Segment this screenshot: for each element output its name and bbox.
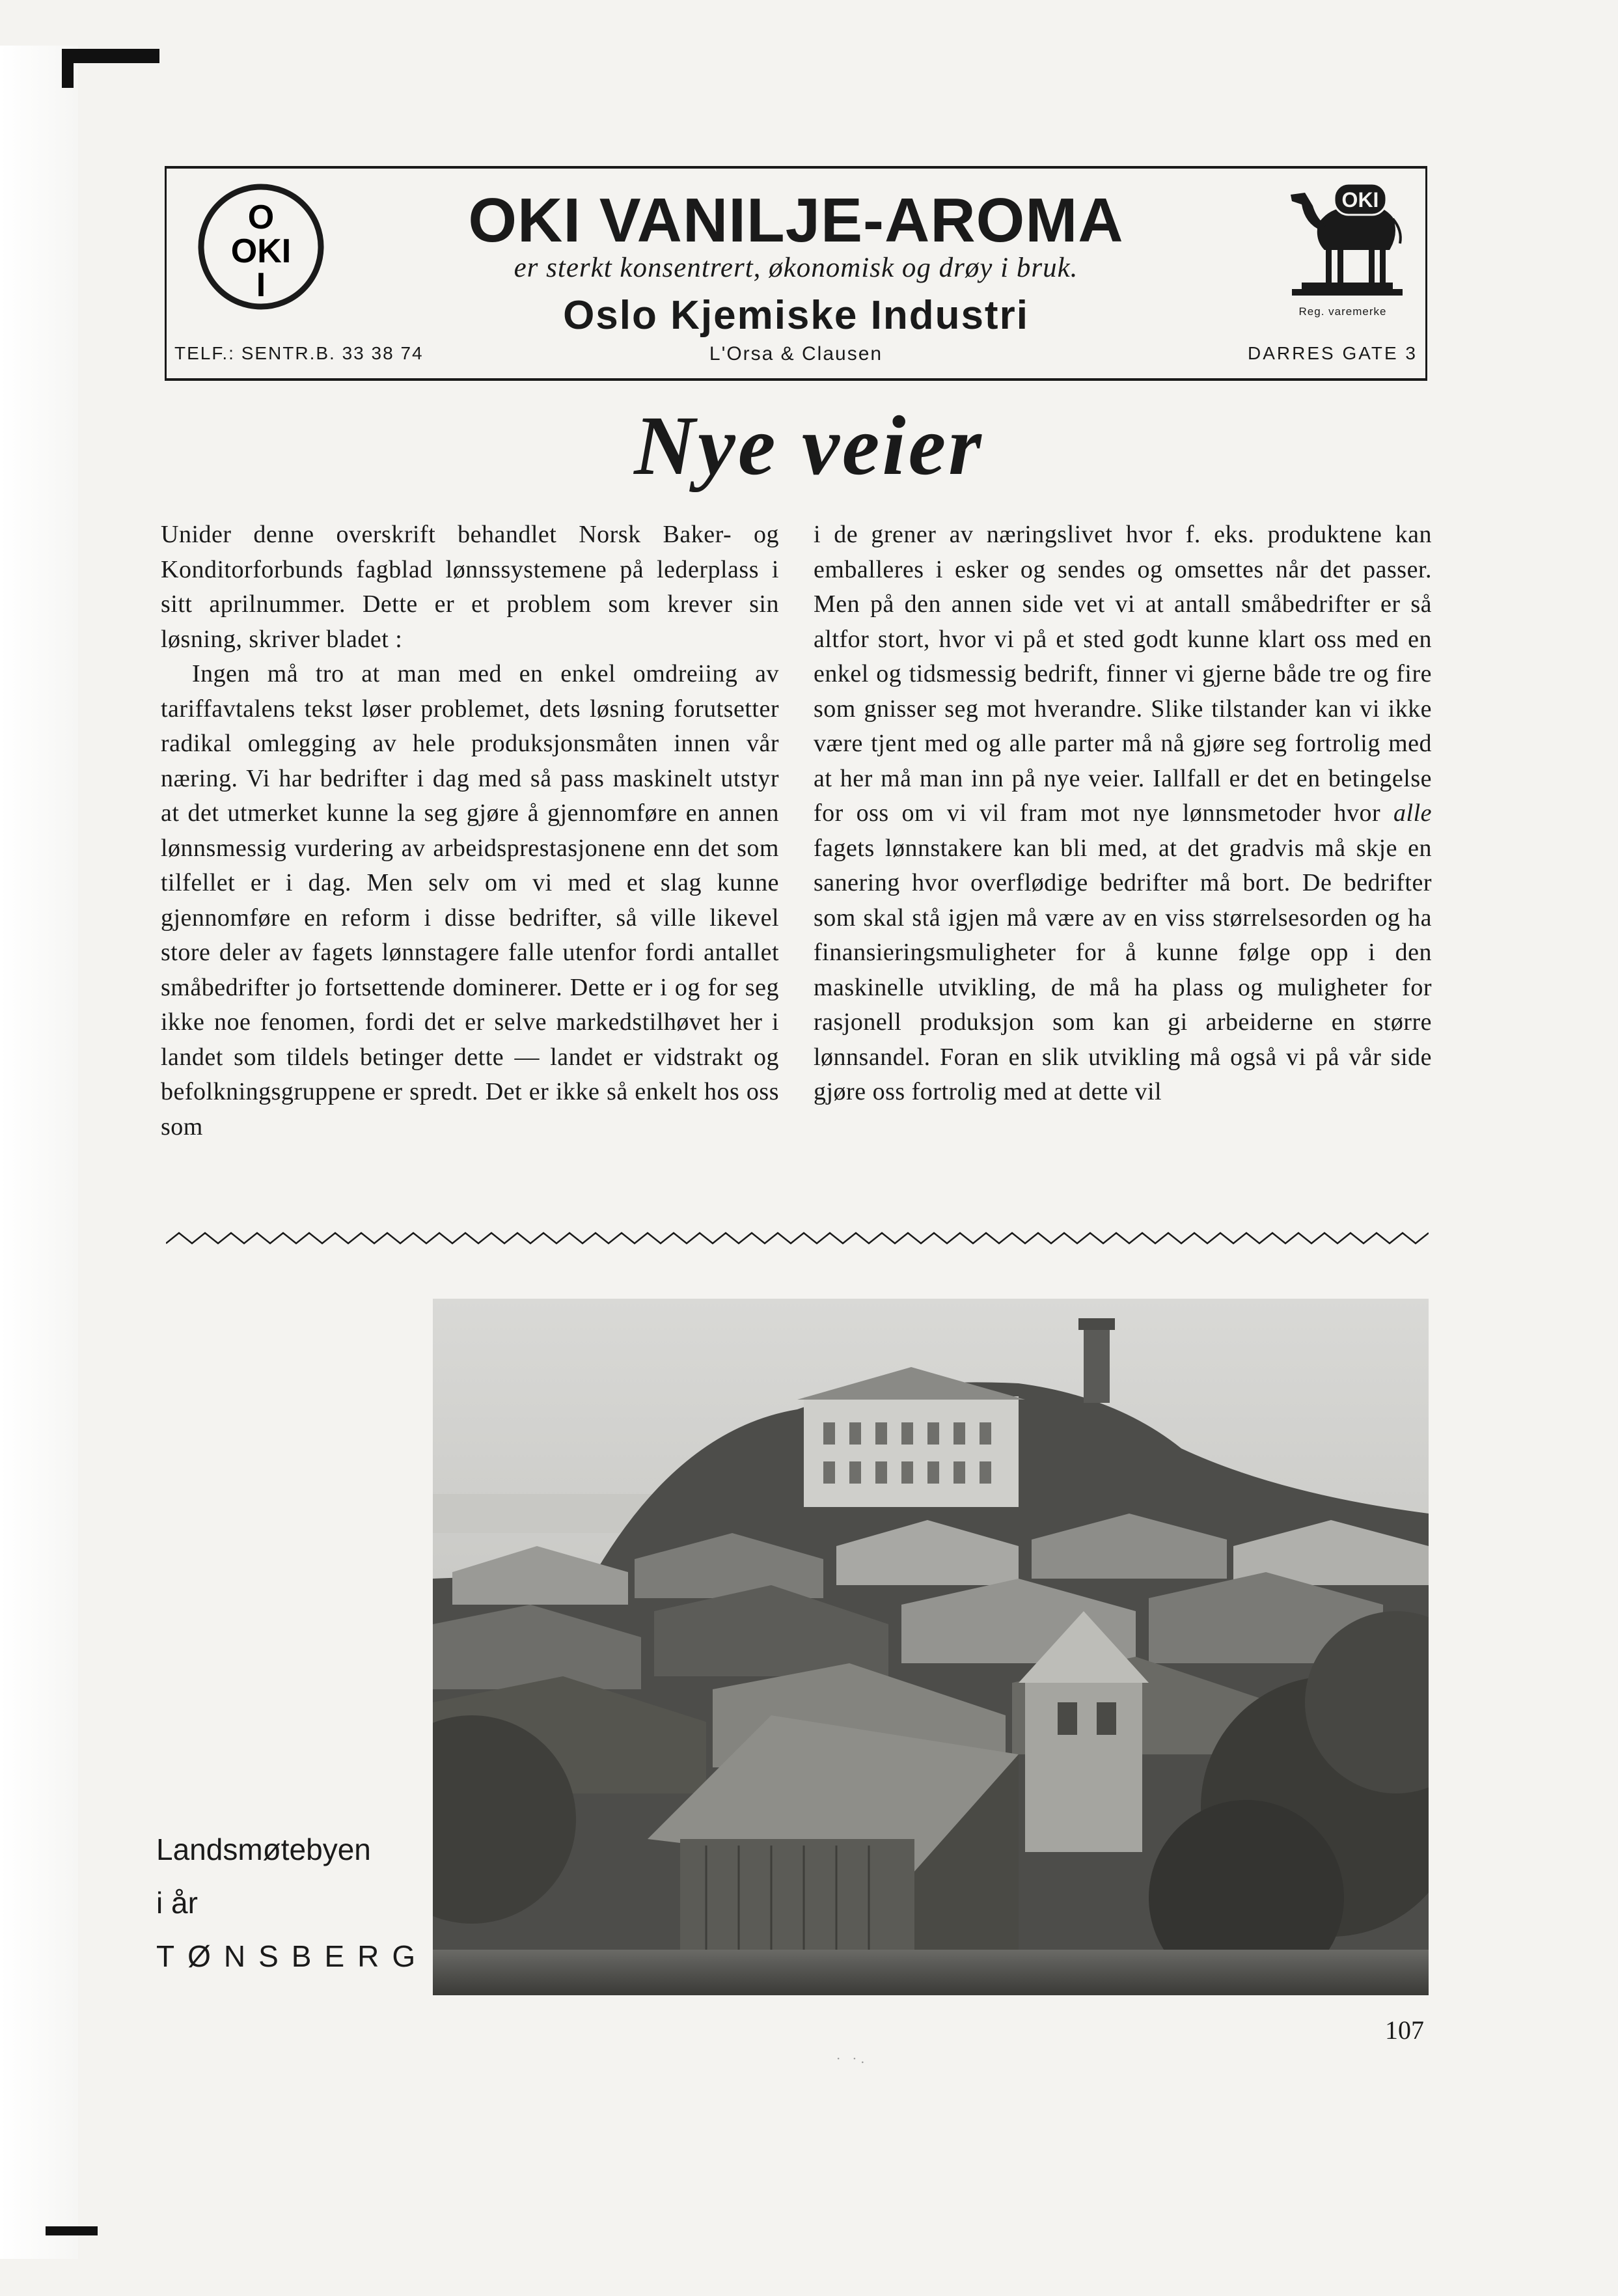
ad-slogan: er sterkt konsentrert, økonomisk og drøy i bruk. bbox=[514, 253, 1078, 283]
article-column-left bbox=[161, 518, 779, 1144]
camel-trademark-icon bbox=[1272, 178, 1409, 302]
scan-edge-mark bbox=[46, 2226, 98, 2235]
page-number: 107 bbox=[1385, 2015, 1424, 2045]
ad-phone: TELF.: SENTR.B. 33 38 74 bbox=[174, 343, 424, 363]
article-column-right bbox=[814, 518, 1432, 1110]
trademark-note: Reg. varemerke bbox=[1298, 305, 1387, 318]
zigzag-divider bbox=[166, 1229, 1429, 1247]
logo-letter-bottom: I bbox=[256, 266, 266, 304]
article-text: i de grener av næringslivet hvor f. eks. produktene kan emballeres i esker og sendes og omsettes når det passer. Men på den annen side vet vi at antall småbedrifter er så altfor stort, hvor vi på et sted godt kunne klart oss med en enkel og tidsmessig bedrift, finner vi gjerne både tre og fire som gnisser seg mot hverandre. Slike tilstander kan vi ikke være tjent med og alle parter må nå gjøre seg fortrolig med at her må man inn på nye veier. Iallfall er det en betingelse for oss om vi vil fram mot nye lønnsmetoder hvor bbox=[814, 521, 1432, 827]
ad-title: OKI VANILJE-AROMA bbox=[468, 186, 1124, 255]
caption-city: TØNSBERG bbox=[156, 1939, 429, 1973]
article-paragraph: Unider denne overskrift behandlet Norsk Baker- og Konditorforbunds fagblad lønnssystemene på lederplass i sitt aprilnummer. Dette er et problem som krever sin løsning, skriver bladet : bbox=[161, 521, 779, 653]
caption-line: Landsmøtebyen bbox=[156, 1833, 371, 1866]
photo-caption bbox=[156, 1823, 428, 1983]
ad-address: DARRES GATE 3 bbox=[1248, 343, 1418, 363]
article-headline: Nye veier bbox=[634, 399, 984, 493]
article-paragraph: Ingen må tro at man med en enkel omdreiing av tariffavtalens tekst løser problemet, dets løsning forutsetter radikal omlegging av hele produksjonsmåten innen vår næring. Vi har bedrifter i dag med så pass maskinelt utstyr at det utmerket kunne la seg gjøre å gjennomføre en annen lønnsmessig vurdering av arbeidsprestasjonene enn det som tilfellet er i dag. Men selv om vi med et slag kunne gjennomføre en reform i disse bedrifter, så ville likevel store deler av fagets lønnstagere falle utenfor fordi antallet småbedrifter jo fortsettende dominerer. Dette er i og for seg ikke noe fenomen, fordi det er selve markedstilhøvet her i landet som tildels betinger dette — landet er vidstrakt og befolkningsgruppene er spredt. Det er ikke så enkelt hos oss som bbox=[161, 660, 779, 1141]
article-text: fagets lønnstakere kan bli med, at det gradvis må skje en sanering hvor overflødige bedrifter må bort. De bedrifter som skal stå igjen må være av en viss størrelsesorden og ha finansieringsmuligheter for å kunne følge opp i den maskinelle utvikling, de må ha plass og muligheter for rasjonell produksjon som kan gi arbeiderne en større lønnsandel. Foran en slik utvikling må også vi på vår side gjøre oss fortrolig med at dette vil bbox=[814, 834, 1432, 1105]
logo-letters-middle: OKI bbox=[230, 232, 292, 270]
ad-company: Oslo Kjemiske Industri bbox=[563, 293, 1029, 338]
article-emphasis: alle bbox=[1393, 799, 1432, 827]
scan-edge-mark bbox=[62, 49, 74, 88]
camel-badge-text: OKI bbox=[1341, 188, 1379, 212]
scan-edge bbox=[0, 46, 78, 2259]
scan-speck: · ·. bbox=[836, 2051, 869, 2066]
article-paragraph bbox=[814, 518, 1432, 1110]
tonsberg-town-photo bbox=[433, 1299, 1429, 1995]
caption-line: i år bbox=[156, 1886, 198, 1920]
scan-edge-mark bbox=[62, 49, 159, 63]
logo-letter-top: O bbox=[247, 199, 275, 236]
ad-company-sub: L'Orsa & Clausen bbox=[709, 343, 883, 365]
oki-advertisement bbox=[165, 166, 1427, 381]
